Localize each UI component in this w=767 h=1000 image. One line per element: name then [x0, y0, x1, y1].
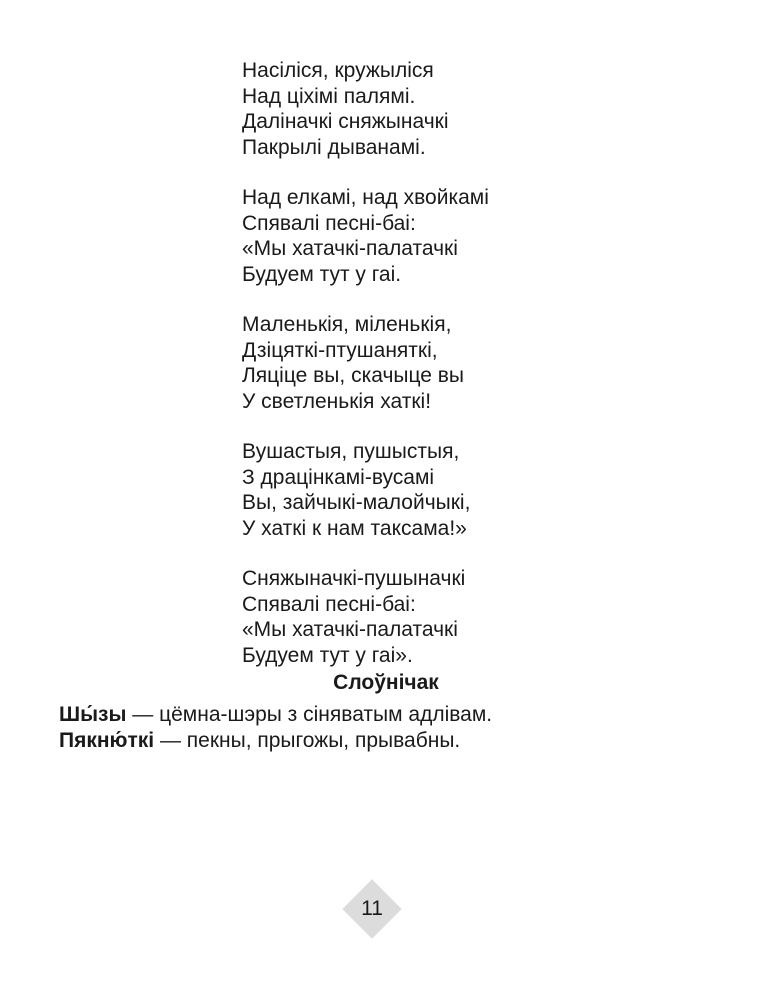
poem-line: Маленькія, міленькія,	[242, 313, 452, 336]
glossary-term: Пякню́ткі	[59, 729, 155, 752]
poem-line: Спявалі песні-баі:	[242, 592, 416, 616]
glossary-definition: — цёмна-шэры з сіняватым адлівам.	[126, 703, 493, 726]
poem-line: Пакрылі дыванамі.	[242, 135, 426, 159]
poem	[242, 58, 662, 693]
poem-line: Будуем тут у гаі.	[242, 262, 402, 286]
poem-line: Даліначкі сняжыначкі	[242, 110, 449, 133]
stanza	[242, 439, 662, 541]
glossary-title-text: Слоўнічак	[333, 671, 439, 694]
poem-line: Над елкамі, над хвойкамі	[242, 186, 489, 209]
stanza	[242, 58, 662, 160]
poem-line: «Мы хатачкі-палатачкі	[242, 618, 458, 641]
poem-line: Дзіцяткі-птушаняткі,	[242, 338, 438, 362]
poem-line: Насіліся, кружыліся	[242, 59, 434, 82]
page-number: 11	[361, 897, 383, 920]
poem-line: З драцінкамі-вусамі	[242, 465, 435, 489]
poem-line: Спявалі песні-баі:	[242, 211, 416, 235]
poem-line: Сняжыначкі-пушыначкі	[242, 567, 466, 590]
stanza	[242, 185, 662, 287]
poem-line: Над ціхімі палямі.	[242, 84, 416, 108]
poem-line: Ляціце вы, скачыце вы	[242, 364, 465, 387]
page-number-badge	[343, 880, 401, 938]
poem-line: Вы, зайчыкі-малойчыкі,	[242, 491, 471, 514]
glossary-definition: — пекны, прыгожы, прывабны.	[154, 729, 461, 752]
poem-line: «Мы хатачкі-палатачкі	[242, 237, 458, 260]
poem-line: У светленькія хаткі!	[242, 389, 432, 413]
glossary-entry	[59, 728, 739, 754]
stanza	[242, 566, 662, 668]
poem-line: Будуем тут у гаі».	[242, 643, 413, 667]
glossary-title	[0, 670, 767, 696]
glossary	[59, 702, 739, 754]
glossary-term: Шы́зы	[59, 703, 127, 726]
poem-line: У хаткі к нам таксама!»	[242, 516, 467, 540]
glossary-entry	[59, 702, 739, 728]
poem-line: Вушастыя, пушыстыя,	[242, 440, 460, 463]
stanza	[242, 312, 662, 414]
